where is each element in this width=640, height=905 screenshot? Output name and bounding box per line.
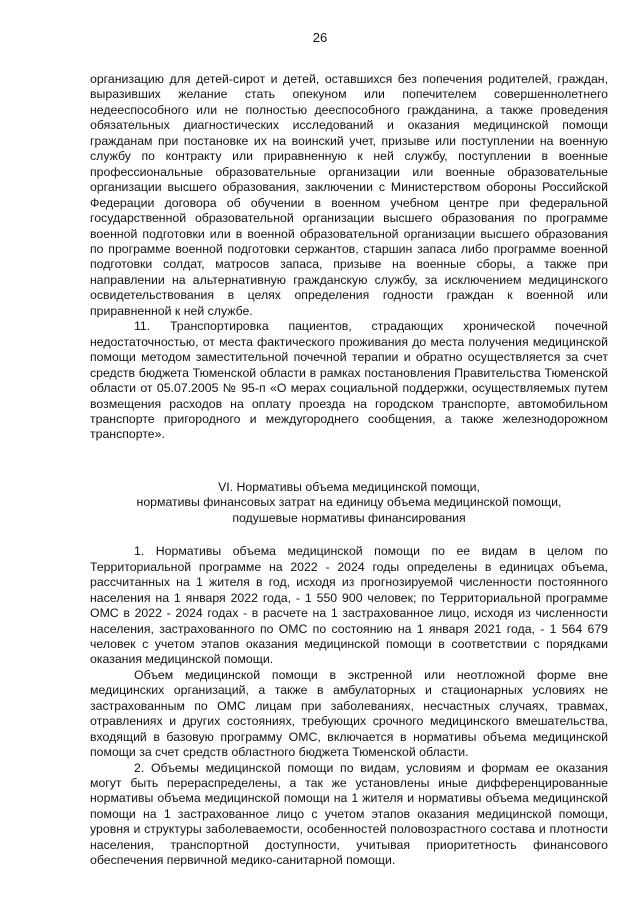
section-heading-line-2: нормативы финансовых затрат на единицу объема медицинской помощи, bbox=[136, 495, 562, 510]
document-body bbox=[90, 72, 608, 869]
paragraph-item-2: 2. Объемы медицинской помощи по видам, условиям и формам ее оказания могут быть перераспределены, а так же установлены иные дифференцированные нормативы объема медицинской помощи на 1 жителя и нормативы объема медицинской помощи на 1 застрахованное лицо с учетом этапов оказания медицинской помощи, уровня и структуры заболеваемости, особенностей половозрастного состава и плотности населения, транспортной доступности, учитывая приоритетность финансового обеспечения первичной медико-санитарной помощи. bbox=[90, 760, 608, 868]
section-heading-line-1: VI. Нормативы объема медицинской помощи, bbox=[218, 479, 480, 494]
section-heading-line-3: подушевые нормативы финансирования bbox=[232, 510, 466, 525]
paragraph-item-11: 11. Транспортировка пациентов, страдающих хронической почечной недостаточностью, от места фактического проживания до места получения медицинской помощи методом заместительной почечной терапии и обратно осуществляется за счет средств бюджета Тюменской области в рамках постановления Правительства Тюменской области от 05.07.2005 № 95-п «О мерах социальной поддержки, осуществляемых путем возмещения расходов на оплату проезда на городском транспорте, автомобильном транспорте пригородного и междугороднего сообщения, а также железнодорожном транспорте». bbox=[90, 319, 608, 442]
paragraph-emergency-volume: Объем медицинской помощи в экстренной или неотложной форме вне медицинских организаций, а также в амбулаторных и стационарных условиях не застрахованным по ОМС лицам при заболеваниях, несчастных случаях, травмах, отравлениях и других состояниях, требующих срочного медицинского вмешательства, входящий в базовую программу ОМС, включается в нормативы объема медицинской помощи за счет средств областного бюджета Тюменской области. bbox=[90, 667, 608, 760]
section-heading bbox=[90, 480, 608, 526]
paragraph-continued: организацию для детей-сирот и детей, оставшихся без попечения родителей, граждан, выразивших желание стать опекуном или попечителем совершеннолетнего недееспособного или не полностью дееспособного гражданина, а также проведения обязательных диагностических исследований и оказания медицинской помощи гражданам при постановке их на воинский учет, призыве или поступлении на военную службу по контракту или приравненную к ней службу, поступлении в военные профессиональные образовательные организации или военные образовательные организации высшего образования, заключении с Министерством обороны Российской Федерации договора об обучении в военном учебном центре при федеральной государственной образовательной организации высшего образования по программе военной подготовки или в военной образовательной организации высшего образования по программе военной подготовки сержантов, старшин запаса либо программе военной подготовки солдат, матросов запаса, призыве на военные сборы, а также при направлении на альтернативную гражданскую службу, за исключением медицинского освидетельствования в целях определения годности граждан к военной или приравненной к ней службе. bbox=[90, 72, 608, 318]
paragraph-item-1: 1. Нормативы объема медицинской помощи по ее видам в целом по Территориальной программе на 2022 - 2024 годы определены в единицах объема, рассчитанных на 1 жителя в год, исходя из прогнозируемой численности постоянного населения на 1 января 2022 года, - 1 550 900 человек; по Территориальной программе ОМС в 2022 - 2024 годах - в расчете на 1 застрахованное лицо, исходя из численности населения, застрахованного по ОМС по состоянию на 1 января 2021 года, - 1 564 679 человек с учетом этапов оказания медицинской помощи в соответствии с порядками оказания медицинской помощи. bbox=[90, 544, 608, 667]
page-number: 26 bbox=[312, 30, 328, 45]
